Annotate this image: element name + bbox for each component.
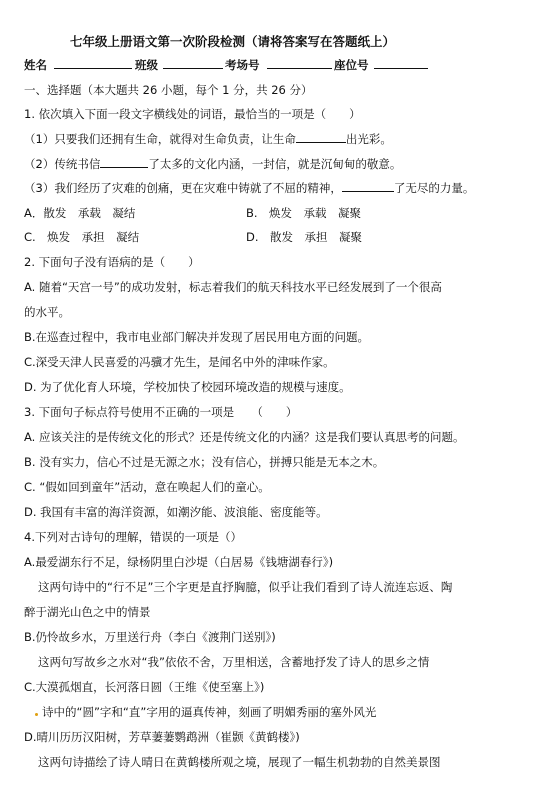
q1-s3-text-a: （3）我们经历了灾难的创痛，更在灾难中铸就了不屈的精神， [24,181,342,195]
q1-stem: 1. 依次填入下面一段文字横线处的词语，最恰当的一项是（ ） [24,107,361,121]
q1-s3-blank[interactable] [342,180,394,192]
q3-option-b[interactable]: B. 没有实力，信心不过是无源之水；没有信心，拼搏只能是无本之木。 [24,455,385,469]
q1-sentence-1 [24,131,392,147]
q4-option-b[interactable]: B.仍怜故乡水，万里送行舟（李白《渡荆门送别》) [24,630,276,644]
q2-option-a-cont: 的水平。 [24,305,70,319]
q2-stem: 2. 下面句子没有语病的是（ ） [24,255,200,269]
q1-s2-blank[interactable] [100,156,148,168]
room-label: 考场号 [225,58,260,72]
q4-option-c[interactable]: C.大漠孤烟直，长河落日圆（王维《使至塞上》) [24,680,265,694]
q1-option-b[interactable]: B. 焕发 承载 凝聚 [246,206,362,220]
q3-stem: 3. 下面句子标点符号使用不正确的一项是 （ ） [24,405,298,419]
q1-s2-text-b: 了太多的文化内涵，一封信，就是沉甸甸的敬意。 [148,157,402,171]
q4-option-d[interactable]: D.晴川历历汉阳树，芳草萋萋鹦鹉洲（崔颢《黄鹤楼》) [24,730,300,744]
q3-option-a[interactable]: A. 应该关注的是传统文化的形式？还是传统文化的内涵？这是我们要认真思考的问题。 [24,430,465,444]
section-heading: 一、选择题（本大题共 26 小题，每个 1 分，共 26 分） [24,83,313,97]
q4-option-c-explanation: 诗中的“圆”字和“直”字用的逼真传神，刻画了明媚秀丽的塞外风光 [42,705,377,719]
q2-option-a[interactable]: A. 随着“天宫一号”的成功发射，标志着我们的航天科技水平已经发展到了一个很高 [24,280,442,294]
q1-s1-text-a: （1）只要我们还拥有生命，就得对生命负责，让生命 [24,132,296,146]
q1-option-d[interactable]: D. 散发 承担 凝聚 [246,230,363,244]
room-blank[interactable] [267,57,332,69]
class-label: 班级 [135,58,158,72]
name-label: 姓名 [24,58,47,72]
q3-option-c[interactable]: C. “假如回到童年”活动，意在唤起人们的童心。 [24,480,270,494]
q2-option-d[interactable]: D. 为了优化育人环境，学校加快了校园环境改造的规模与速度。 [24,380,351,394]
q2-option-c[interactable]: C.深受天津人民喜爱的冯骥才先生，是闻名中外的津味作家。 [24,355,335,369]
class-blank[interactable] [163,57,223,69]
q4-option-b-explanation: 这两句写故乡之水对“我”依依不舍，万里相送，含蓄地抒发了诗人的思乡之情 [38,655,430,669]
marker-dot-icon [35,713,38,716]
seat-blank[interactable] [374,57,428,69]
q4-option-a-explanation-cont: 醉于湖光山色之中的情景 [24,605,151,619]
q2-option-b[interactable]: B.在巡查过程中，我市电业部门解决并发现了居民用电方面的问题。 [24,330,370,344]
q4-option-a-explanation: 这两句诗中的“行不足”三个字更是直抒胸臆，似乎让我们看到了诗人流连忘返、陶 [38,580,453,594]
name-blank[interactable] [54,57,132,69]
q1-s1-blank[interactable] [296,131,346,143]
q1-sentence-3 [24,180,474,196]
q4-option-a[interactable]: A.最爱湖东行不足，绿杨阴里白沙堤（白居易《钱塘湖春行》) [24,555,334,569]
q4-stem: 4.下列对古诗句的理解，错误的一项是（） [24,530,242,544]
q1-sentence-2 [24,156,401,172]
q1-option-a[interactable]: A．散发 承载 凝结 [24,206,136,220]
q1-s2-text-a: （2）传统书信 [24,157,101,171]
q3-option-d[interactable]: D. 我国有丰富的海洋资源，如潮汐能、波浪能、密度能等。 [24,505,328,519]
q1-option-c[interactable]: C. 焕发 承担 凝结 [24,230,140,244]
q1-s1-text-b: 出光彩。 [345,132,392,146]
q1-s3-text-b: 了无尽的力量。 [393,181,475,195]
q4-option-d-explanation: 这两句诗描绘了诗人晴日在黄鹤楼所观之境，展现了一幅生机勃勃的自然美景图 [38,755,441,769]
page-title: 七年级上册语文第一次阶段检测（请将答案写在答题纸上） [70,34,396,49]
seat-label: 座位号 [334,58,369,72]
